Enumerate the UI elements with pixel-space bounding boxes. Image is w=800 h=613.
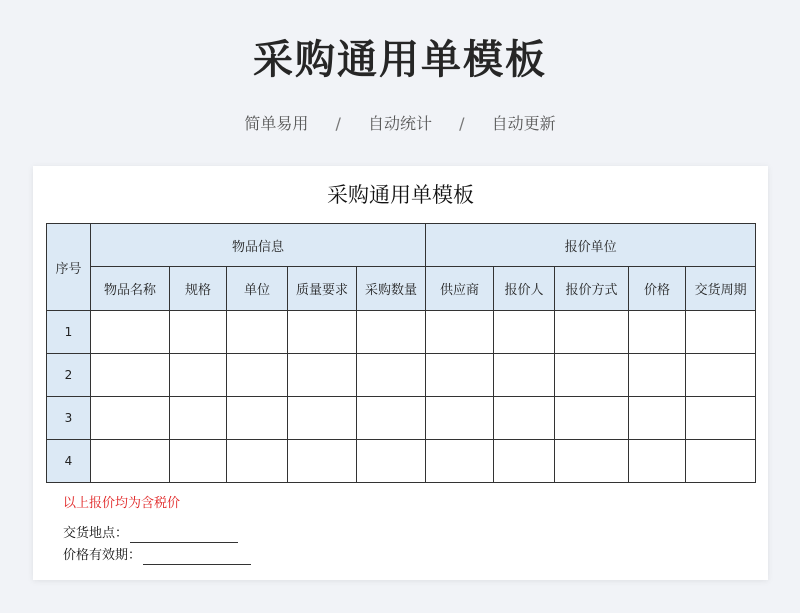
header-quote-method: 报价方式 [555, 267, 629, 311]
table-row [47, 354, 756, 397]
cell-delivery-cycle[interactable] [686, 311, 756, 354]
cell-quality[interactable] [288, 440, 357, 483]
header-quoter: 报价人 [494, 267, 555, 311]
header-unit: 单位 [227, 267, 288, 311]
header-group-quote: 报价单位 [426, 224, 756, 267]
header-group-item-info: 物品信息 [91, 224, 426, 267]
cell-item-name[interactable] [91, 440, 170, 483]
purchase-table [46, 223, 756, 483]
form-title: 采购通用单模板 [327, 183, 474, 207]
header-seq: 序号 [47, 224, 91, 311]
cell-quoter[interactable] [494, 397, 555, 440]
cell-quote-method[interactable] [555, 440, 629, 483]
header-supplier: 供应商 [426, 267, 494, 311]
cell-quantity[interactable] [357, 440, 426, 483]
cell-item-name[interactable] [91, 354, 170, 397]
cell-quantity[interactable] [357, 311, 426, 354]
delivery-location-label: 交货地点： [63, 526, 129, 541]
cell-item-name[interactable] [91, 397, 170, 440]
cell-supplier[interactable] [426, 354, 494, 397]
purchase-form-sheet [33, 166, 768, 580]
cell-price[interactable] [629, 354, 686, 397]
tagline-separator: / [459, 114, 465, 133]
header-item-name: 物品名称 [91, 267, 170, 311]
price-validity-label: 价格有效期： [63, 548, 142, 563]
cell-delivery-cycle[interactable] [686, 440, 756, 483]
cell-supplier[interactable] [426, 440, 494, 483]
cell-spec[interactable] [170, 311, 227, 354]
tax-note: 以上报价均为含税价 [63, 496, 181, 511]
cell-quote-method[interactable] [555, 354, 629, 397]
row-index: 1 [47, 311, 91, 354]
delivery-location-input-line[interactable] [130, 528, 238, 543]
cell-quantity[interactable] [357, 354, 426, 397]
table-row [47, 440, 756, 483]
header-quality: 质量要求 [288, 267, 357, 311]
row-index: 4 [47, 440, 91, 483]
tagline-auto-stats: 自动统计 [367, 114, 432, 133]
cell-quality[interactable] [288, 397, 357, 440]
header-quantity: 采购数量 [357, 267, 426, 311]
table-row [47, 311, 756, 354]
cell-quality[interactable] [288, 354, 357, 397]
cell-price[interactable] [629, 311, 686, 354]
price-validity-field [63, 547, 251, 565]
delivery-location-field [63, 525, 238, 543]
cell-supplier[interactable] [426, 311, 494, 354]
cell-quoter[interactable] [494, 354, 555, 397]
tagline-easy: 简单易用 [244, 114, 309, 133]
cell-unit[interactable] [227, 354, 288, 397]
cell-unit[interactable] [227, 397, 288, 440]
row-index: 3 [47, 397, 91, 440]
cell-quantity[interactable] [357, 397, 426, 440]
cell-price[interactable] [629, 440, 686, 483]
tagline-bar [0, 112, 800, 136]
cell-unit[interactable] [227, 440, 288, 483]
tagline-auto-update: 自动更新 [491, 114, 556, 133]
header-delivery-cycle: 交货周期 [686, 267, 756, 311]
cell-supplier[interactable] [426, 397, 494, 440]
tagline-separator: / [335, 114, 341, 133]
cell-delivery-cycle[interactable] [686, 354, 756, 397]
cell-spec[interactable] [170, 397, 227, 440]
price-validity-input-line[interactable] [143, 550, 251, 565]
cell-unit[interactable] [227, 311, 288, 354]
table-row [47, 397, 756, 440]
header-spec: 规格 [170, 267, 227, 311]
cell-quote-method[interactable] [555, 311, 629, 354]
cell-item-name[interactable] [91, 311, 170, 354]
cell-quality[interactable] [288, 311, 357, 354]
cell-spec[interactable] [170, 440, 227, 483]
header-price: 价格 [629, 267, 686, 311]
row-index: 2 [47, 354, 91, 397]
cell-delivery-cycle[interactable] [686, 397, 756, 440]
page-title: 采购通用单模板 [253, 37, 547, 83]
cell-spec[interactable] [170, 354, 227, 397]
cell-quote-method[interactable] [555, 397, 629, 440]
cell-price[interactable] [629, 397, 686, 440]
cell-quoter[interactable] [494, 311, 555, 354]
cell-quoter[interactable] [494, 440, 555, 483]
